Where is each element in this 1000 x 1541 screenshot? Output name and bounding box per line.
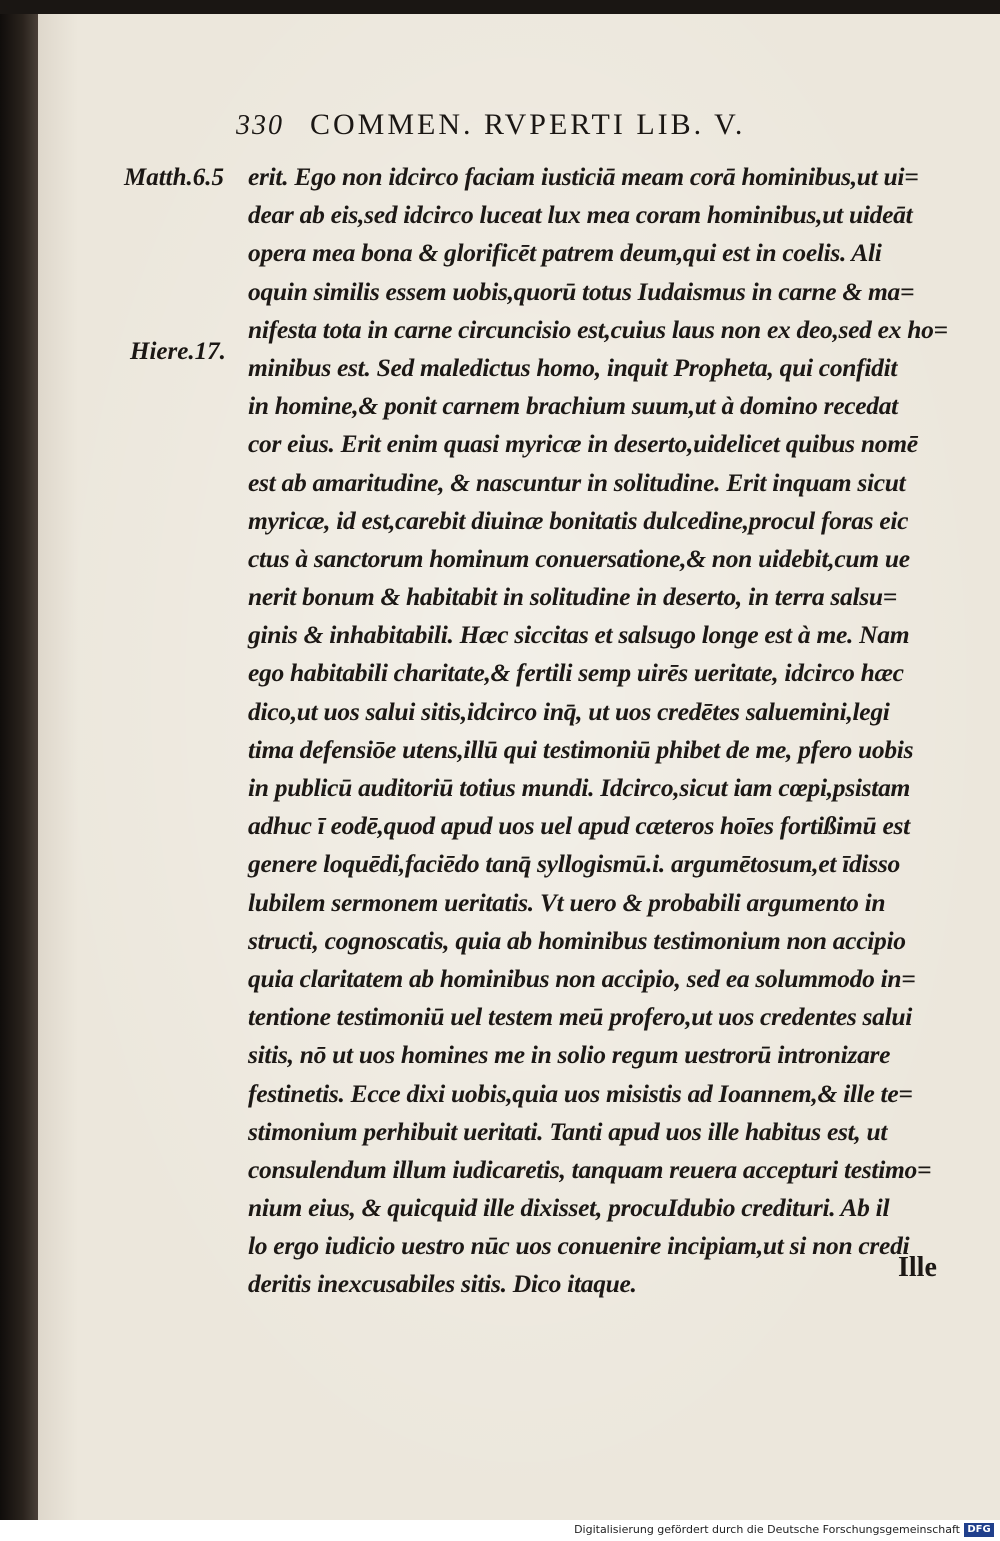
text-line: ginis & inhabitabili. Hæc siccitas et salsugo longe est à me. Nam bbox=[248, 620, 910, 650]
digitization-footer bbox=[0, 1520, 1000, 1541]
text-line: ctus à sanctorum hominum conuersatione,& non uidebit,cum ue bbox=[248, 543, 910, 573]
text-line: in homine,& ponit carnem brachium suum,ut à domino recedat bbox=[248, 391, 898, 421]
adjacent-page-edge bbox=[0, 14, 38, 1520]
text-line: nifesta tota in carne circuncisio est,cuius laus non ex deo,sed ex ho= bbox=[248, 314, 948, 344]
running-head bbox=[236, 108, 926, 142]
text-line: genere loquēdi,faciēdo tanq̄ syllogismū.i. argumētosum,et īdisso bbox=[248, 849, 900, 879]
text-line: stimonium perhibuit ueritati. Tanti apud uos ille habitus est, ut bbox=[248, 1116, 888, 1146]
text-line: tima defensiōe utens,illū qui testimoniū phibet de me, pfero uobis bbox=[248, 734, 914, 764]
text-line: nerit bonum & habitabit in solitudine in deserto, in terra salsu= bbox=[248, 582, 897, 612]
text-line: festinetis. Ecce dixi uobis,quia uos misistis ad Ioannem,& ille te= bbox=[248, 1078, 913, 1108]
running-title: COMMEN. RVPERTI LIB. V. bbox=[310, 108, 746, 141]
text-line: sitis, nō ut uos homines me in solio regum uestrorū intronizare bbox=[248, 1040, 891, 1070]
text-line: tentione testimoniū uel testem meū profero,ut uos credentes salui bbox=[248, 1002, 913, 1032]
funding-credit: Digitalisierung gefördert durch die Deutsche Forschungsgemeinschaft bbox=[574, 1523, 960, 1536]
main-text-block bbox=[248, 158, 948, 1304]
page-number: 330 bbox=[236, 110, 284, 141]
text-line: ego habitabili charitate,& fertili semp uirēs ueritate, idcirco hæc bbox=[248, 658, 904, 688]
text-line: erit. Ego non idcirco faciam iusticiā meam corā hominibus,ut ui= bbox=[248, 162, 919, 191]
text-line: nium eius, & quicquid ille dixisset, procuIdubio credituri. Ab il bbox=[248, 1193, 890, 1223]
catchword: Ille bbox=[898, 1252, 937, 1283]
dfg-logo-icon: DFG bbox=[964, 1523, 994, 1537]
text-line: structi, cognoscatis, quia ab hominibus testimonium non accipio bbox=[248, 925, 906, 955]
text-line: est ab amaritudine, & nascuntur in solitudine. Erit inquam sicut bbox=[248, 467, 906, 497]
marginal-note-matthew: Matth.6.5 bbox=[124, 164, 225, 191]
text-line: minibus est. Sed maledictus homo, inquit Propheta, qui confidit bbox=[248, 352, 898, 382]
text-line: lubilem sermonem ueritatis. Vt uero & probabili argumento in bbox=[248, 887, 886, 917]
text-line: adhuc ī eodē,quod apud uos uel apud cæteros hoīes fortißimū est bbox=[248, 811, 910, 841]
text-line: deritis inexcusabiles sitis. Dico itaque. bbox=[248, 1269, 637, 1299]
text-line: dear ab eis,sed idcirco luceat lux mea coram hominibus,ut uideāt bbox=[248, 200, 913, 230]
text-line: dico,ut uos salui sitis,idcirco inq̄, ut uos credētes saluemini,legi bbox=[248, 696, 890, 726]
marginal-note-jeremiah: Hiere.17. bbox=[130, 338, 226, 365]
text-line: lo ergo iudicio uestro nūc uos conuenire incipiam,ut si non credi bbox=[248, 1231, 910, 1261]
text-line: cor eius. Erit enim quasi myricæ in deserto,uidelicet quibus nomē bbox=[248, 429, 918, 459]
text-line: consulendum illum iudicaretis, tanquam reuera accepturi testimo= bbox=[248, 1154, 932, 1184]
text-line: opera mea bona & glorificēt patrem deum,qui est in coelis. Ali bbox=[248, 238, 882, 268]
text-line: oquin similis essem uobis,quorū totus Iudaismus in carne & ma= bbox=[248, 276, 915, 306]
text-line: in publicū auditoriū totius mundi. Idcirco,sicut iam cœpi,psistam bbox=[248, 773, 911, 802]
text-line: myricæ, id est,carebit diuinæ bonitatis dulcedine,procul foras eic bbox=[248, 505, 909, 535]
text-line: quia claritatem ab hominibus non accipio, sed ea solummodo in= bbox=[248, 963, 916, 993]
